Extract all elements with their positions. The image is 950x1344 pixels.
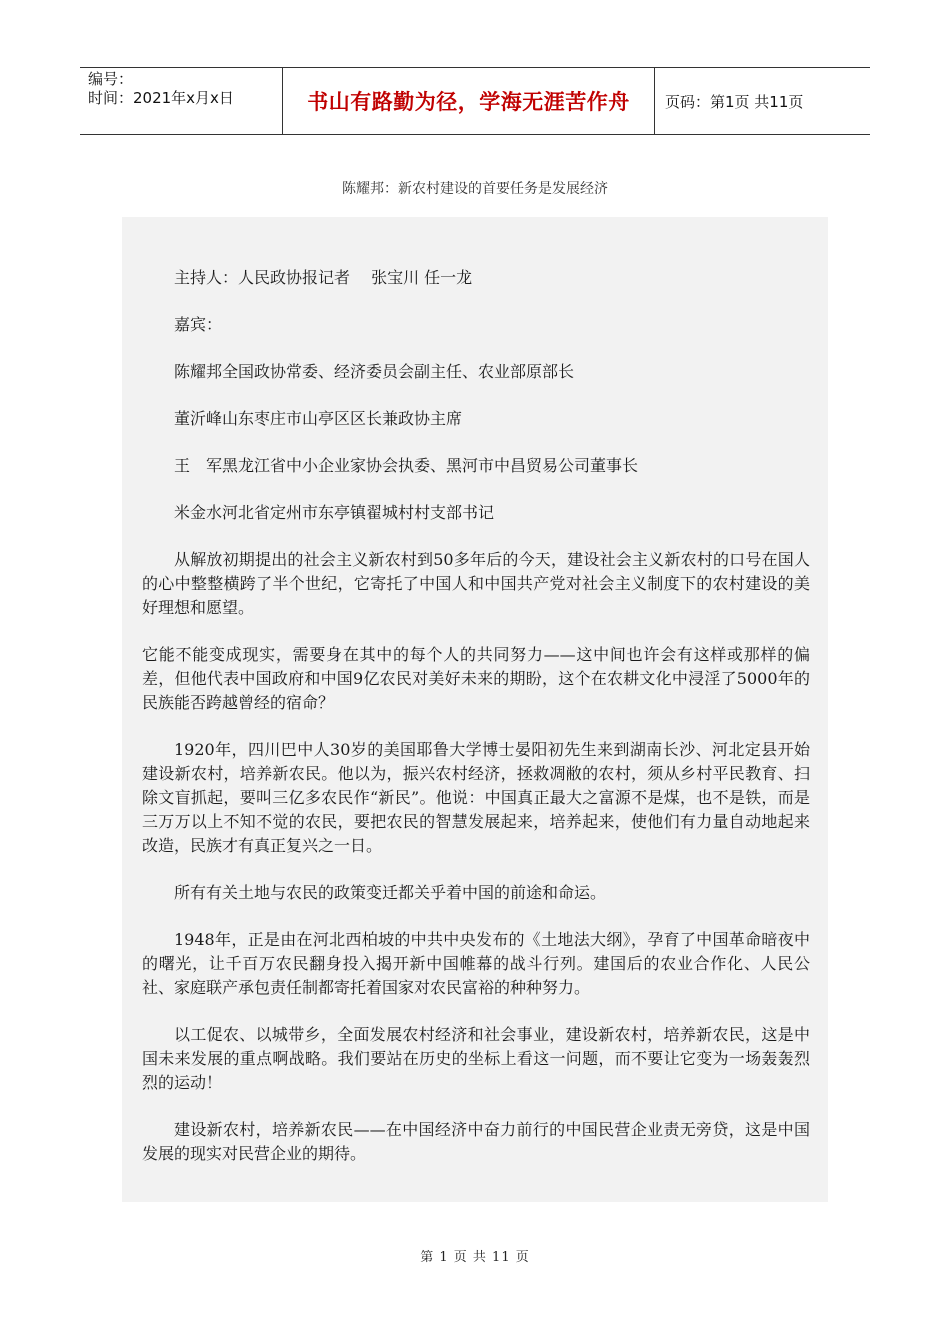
- header-meta: [80, 68, 282, 134]
- guests-label: 嘉宾：: [174, 315, 223, 334]
- document-body: [122, 217, 828, 1202]
- page-footer: 第 1 页 共 11 页: [420, 1250, 530, 1265]
- page-header: [80, 67, 870, 135]
- time-label: 时间：2021年x月x日: [88, 89, 234, 107]
- guest-line: 陈耀邦全国政协常委、经济委员会副主任、农业部原部长: [174, 362, 575, 381]
- body-paragraph: 所有有关土地与农民的政策变迁都关乎着中国的前途和命运。: [174, 883, 607, 902]
- body-paragraph: 以工促农、以城带乡，全面发展农村经济和社会事业，建设新农村，培养新农民，这是中国未来发展的重点啊战略。我们要站在历史的坐标上看这一问题，而不要让它变为一场轰轰烈烈的运动！: [142, 1025, 810, 1092]
- body-paragraph: 建设新农村，培养新农民——在中国经济中奋力前行的中国民营企业责无旁贷，这是中国发展的现实对民营企业的期待。: [142, 1120, 810, 1163]
- guest-line: 董沂峰山东枣庄市山亭区区长兼政协主席: [174, 409, 463, 428]
- number-label: 编号：: [88, 70, 134, 88]
- host-line: 主持人：人民政协报记者 张宝川 任一龙: [174, 268, 473, 287]
- header-motto: 书山有路勤为径，学海无涯苦作舟: [282, 68, 655, 134]
- body-paragraph: 从解放初期提出的社会主义新农村到50多年后的今天，建设社会主义新农村的口号在国人的心中整整横跨了半个世纪，它寄托了中国人和中国共产党对社会主义制度下的农村建设的美好理想和愿望。: [142, 550, 810, 617]
- guest-line: 王 军黑龙江省中小企业家协会执委、黑河市中昌贸易公司董事长: [174, 456, 639, 475]
- body-paragraph: 它能不能变成现实，需要身在其中的每个人的共同努力——这中间也许会有这样或那样的偏差，但他代表中国政府和中国9亿农民对美好未来的期盼，这个在农耕文化中浸淫了5000年的民族能否跨越曾经的宿命？: [142, 645, 810, 712]
- header-page-info: 页码：第1页 共11页: [665, 92, 804, 111]
- guest-line: 米金水河北省定州市东亭镇翟城村村支部书记: [174, 503, 495, 522]
- body-paragraph: 1948年，正是由在河北西柏坡的中共中央发布的《土地法大纲》，孕育了中国革命暗夜中的曙光，让千百万农民翻身投入揭开新中国帷幕的战斗行列。建国后的农业合作化、人民公社、家庭联产承包责任制都寄托着国家对农民富裕的种种努力。: [142, 930, 810, 997]
- body-paragraph: 1920年，四川巴中人30岁的美国耶鲁大学博士晏阳初先生来到湖南长沙、河北定县开始建设新农村，培养新农民。他以为，振兴农村经济，拯救凋敝的农村，须从乡村平民教育、扫除文盲抓起，要叫三亿多农民作“新民”。他说：中国真正最大之富源不是煤，也不是铁，而是三万万以上不知不觉的农民，要把农民的智慧发展起来，培养起来，使他们有力量自动地起来改造，民族才有真正复兴之一日。: [142, 740, 810, 855]
- document-title: 陈耀邦：新农村建设的首要任务是发展经济: [342, 181, 608, 197]
